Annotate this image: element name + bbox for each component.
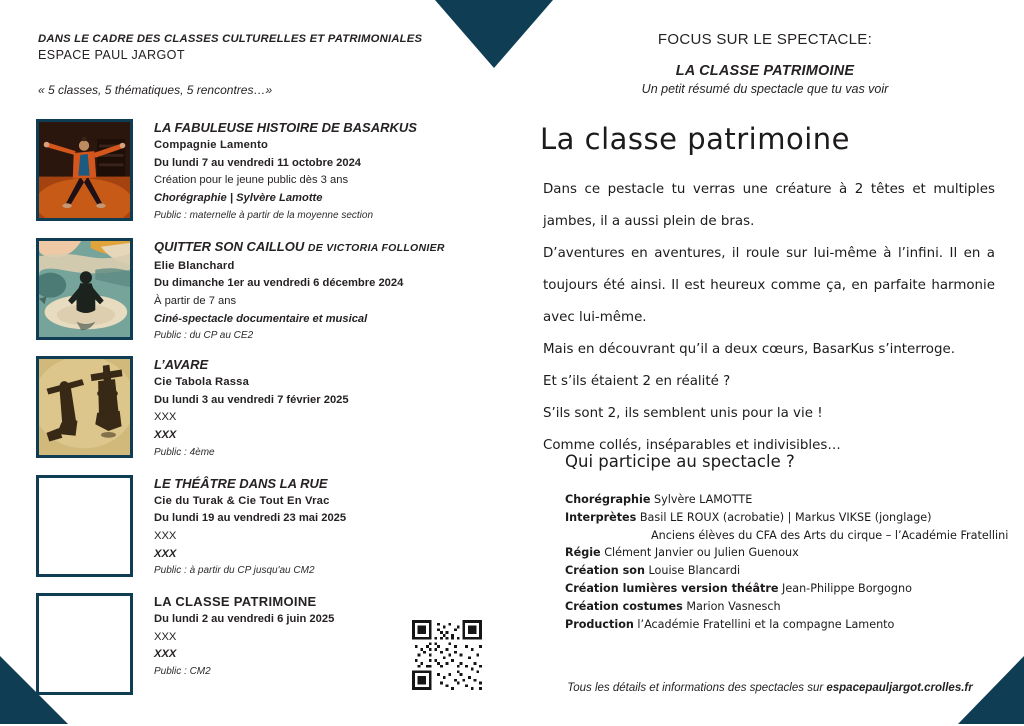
show-genre: Ciné-spectacle documentaire et musical (154, 312, 368, 325)
show-row (36, 475, 501, 577)
show-row (36, 238, 501, 340)
credit-value: Clément Janvier ou Julien Guenoux (604, 546, 799, 560)
credit-line (565, 598, 1010, 616)
show-title (154, 239, 484, 256)
focus-subtitle: Un petit résumé du spectacle que tu vas voir (641, 82, 889, 96)
summary-paragraph: Dans ce pestacle tu verras une créature à 2 têtes et multiples jambes, il a aussi plein de bras. (543, 182, 995, 229)
show-thumbnail-dancer (36, 119, 133, 221)
show-title (154, 357, 484, 372)
show-details (154, 475, 484, 577)
show-dates: Du lundi 7 au vendredi 11 octobre 2024 (154, 156, 362, 169)
show-title-text: LE THÉÂTRE DANS LA RUE (154, 475, 328, 491)
show-public: Public : maternelle à partir de la moyenne section (154, 209, 374, 221)
credit-label: Création son (565, 564, 645, 578)
credit-label: Production (565, 617, 634, 631)
series-tagline: « 5 classes, 5 thématiques, 5 rencontres…» (38, 83, 273, 97)
show-details (154, 356, 484, 458)
show-dates: Du lundi 19 au vendredi 23 mai 2025 (154, 512, 347, 525)
credit-line (565, 527, 1010, 545)
series-kicker: DANS LE CADRE DES CLASSES CULTURELLES ET PATRIMONIALES (38, 33, 423, 45)
credit-value: Jean-Philippe Borgogno (782, 581, 912, 595)
show-title-text: LA FABULEUSE HISTOIRE DE BASARKUS (154, 120, 417, 135)
show-genre: Chorégraphie | Sylvère Lamotte (154, 192, 323, 205)
credits-list (565, 491, 1010, 633)
venue-name: ESPACE PAUL JARGOT (38, 48, 185, 62)
show-title-text: LA CLASSE PATRIMOINE (154, 594, 317, 609)
summary-paragraph: Mais en découvrant qu’il a deux cœurs, BasarKus s’interroge. (543, 342, 955, 357)
show-title (154, 120, 484, 135)
show-company: Cie du Turak & Cie Tout En Vrac (154, 494, 330, 507)
summary-paragraph: D’aventures en aventures, il roule sur lui-même à l’infini. Il en a toujours été ainsi. Il est heureux comme ça, en parfaite harmonie avec lui-même. (543, 246, 995, 325)
credit-line (565, 580, 1010, 598)
show-info: XXX (154, 630, 177, 643)
credit-line (565, 562, 1010, 580)
credit-label: Régie (565, 546, 601, 560)
credit-value: Sylvère LAMOTTE (654, 493, 753, 506)
show-title-text: QUITTER SON CAILLOU (154, 238, 305, 254)
credit-line (565, 544, 1010, 562)
qr-code[interactable] (412, 620, 482, 690)
show-dates: Du lundi 3 au vendredi 7 février 2025 (154, 393, 349, 406)
show-thumbnail-empty (36, 475, 133, 577)
footer-website-url[interactable]: espacepauljargot.crolles.fr (826, 682, 973, 694)
show-company: Cie Tabola Rassa (154, 376, 250, 388)
show-thumbnail-water-painting (36, 238, 133, 340)
show-genre: XXX (154, 547, 177, 560)
show-row (36, 119, 501, 221)
show-company: Elie Blanchard (154, 259, 235, 272)
summary-paragraph: S’ils sont 2, ils semblent unis pour la vie ! (543, 406, 823, 421)
credit-line (565, 616, 1010, 634)
faucets-sepia-illustration (39, 359, 130, 455)
dancer-photo-illustration (39, 122, 130, 218)
qr-code-graphic (412, 620, 482, 690)
show-summary (543, 174, 995, 462)
summary-paragraph: Comme collés, inséparables et indivisibles… (543, 438, 841, 453)
focus-label: FOCUS SUR LE SPECTACLE: (657, 31, 873, 48)
credit-value: Basil LE ROUX (acrobatie) | Markus VIKSE (jonglage) (639, 510, 932, 524)
show-info: XXX (154, 411, 177, 424)
show-details (154, 119, 484, 221)
show-genre: XXX (154, 648, 177, 661)
show-title-text: L’AVARE (154, 357, 209, 372)
show-details (154, 238, 484, 340)
credit-label: Création costumes (565, 599, 683, 613)
show-title (154, 594, 484, 609)
credit-value: Louise Blancardi (648, 564, 741, 578)
summary-paragraph: Et s’ils étaient 2 en réalité ? (543, 374, 731, 389)
show-dates: Du dimanche 1er au vendredi 6 décembre 2024 (154, 277, 404, 290)
figure-in-water-illustration (39, 241, 130, 337)
handwritten-heading: La classe patrimoine (540, 122, 850, 156)
show-genre: XXX (154, 429, 177, 442)
credit-label: Création lumières version théâtre (565, 581, 779, 595)
show-title-suffix: DE VICTORIA FOLLONIER (307, 241, 445, 254)
show-public: Public : CM2 (154, 666, 211, 678)
credit-value: l’Académie Fratellini et la compagne Lamento (637, 617, 895, 631)
show-info: XXX (154, 529, 177, 542)
show-row (36, 356, 501, 458)
credit-line (565, 509, 1010, 527)
show-title (154, 476, 484, 491)
right-header (545, 31, 985, 96)
focus-show-title: LA CLASSE PATRIMOINE (675, 63, 855, 79)
show-public: Public : 4ème (154, 446, 215, 458)
show-thumbnail-faucets (36, 356, 133, 458)
show-info: À partir de 7 ans (154, 294, 237, 307)
footer-text: Tous les détails et informations des spectacles sur (567, 682, 827, 694)
show-thumbnail-empty (36, 593, 133, 695)
show-company: Compagnie Lamento (154, 139, 269, 151)
credit-value: Marion Vasnesch (686, 599, 781, 613)
credit-value: Anciens élèves du CFA des Arts du cirque – l’Académie Fratellini (651, 528, 1009, 542)
credit-label: Chorégraphie (565, 493, 651, 506)
footer-note (545, 682, 995, 694)
left-header (38, 33, 468, 97)
credit-label: Interprètes (565, 510, 637, 524)
show-public: Public : à partir du CP jusqu'au CM2 (154, 565, 315, 577)
show-public: Public : du CP au CE2 (154, 330, 254, 342)
show-info: Création pour le jeune public dès 3 ans (154, 174, 349, 187)
show-dates: Du lundi 2 au vendredi 6 juin 2025 (154, 613, 335, 625)
credit-line (565, 491, 1010, 509)
participants-heading: Qui participe au spectacle ? (565, 452, 795, 471)
